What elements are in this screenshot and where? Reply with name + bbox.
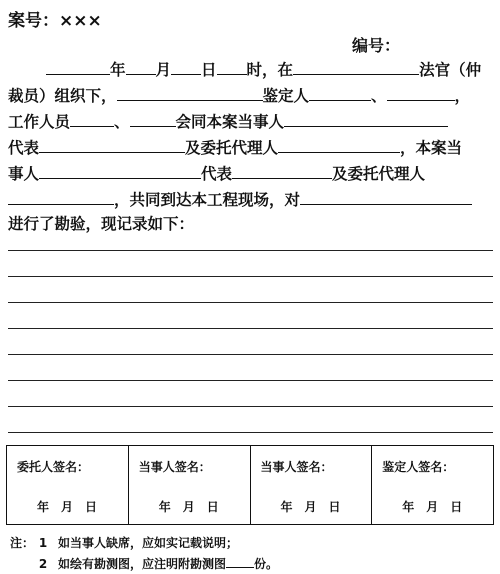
record-line[interactable]	[8, 354, 493, 355]
appraiser-blank-2[interactable]	[387, 84, 455, 101]
comma: ，	[454, 87, 471, 105]
judge-text: 法官（仲	[419, 61, 482, 79]
with-party-text: 会同本案当事人	[175, 113, 285, 131]
staff-blank-2[interactable]	[130, 110, 176, 127]
signature-label: 委托人签名：	[17, 460, 90, 474]
record-line[interactable]	[8, 302, 493, 303]
signature-cell-party-1[interactable]	[129, 446, 251, 524]
record-line[interactable]	[8, 328, 493, 329]
arbitrator-organize-text: 裁员）组织下，	[8, 87, 117, 105]
location-blank[interactable]	[293, 58, 419, 75]
signature-label: 当事人签名：	[260, 460, 333, 474]
year-text: 年	[110, 61, 126, 79]
appraiser-text: 鉴定人	[262, 87, 310, 105]
agent-blank[interactable]	[278, 136, 400, 153]
case-number-label: 案号：×××	[8, 11, 102, 31]
time-location-text: 时，在	[246, 61, 294, 79]
body-line-2	[8, 84, 470, 106]
month-blank[interactable]	[126, 58, 156, 75]
agent-text: 及委托代理人	[185, 139, 279, 157]
agent-blank-2[interactable]	[8, 188, 114, 205]
hour-blank[interactable]	[217, 58, 247, 75]
signature-cell-client[interactable]	[7, 446, 129, 524]
arrive-site-text: ，共同到达本工程现场，对	[114, 191, 301, 209]
day-blank[interactable]	[171, 58, 201, 75]
representative-blank-2[interactable]	[232, 162, 332, 179]
document-number-label: 编号：	[352, 36, 401, 55]
body-line-1	[8, 58, 481, 80]
body-line-3	[8, 110, 448, 132]
month-text: 月	[155, 61, 172, 79]
party-blank-2[interactable]	[39, 162, 201, 179]
staff-blank-1[interactable]	[70, 110, 114, 127]
signature-date: 年 月 日	[402, 500, 463, 514]
body-line-5	[8, 162, 425, 184]
inspection-object-blank[interactable]	[300, 188, 472, 205]
record-intro-text: 进行了勘验，现记录如下：	[8, 215, 195, 233]
agent-text-2: 及委托代理人	[332, 165, 426, 183]
record-line[interactable]	[8, 276, 493, 277]
signature-date: 年 月 日	[158, 500, 219, 514]
record-line[interactable]	[8, 432, 493, 433]
this-case-text: ，本案当	[400, 139, 463, 157]
representative-text: 代表	[8, 139, 40, 157]
separator: 、	[371, 87, 387, 105]
appraiser-blank-1[interactable]	[309, 84, 371, 101]
signature-cell-appraiser[interactable]	[372, 446, 493, 524]
note-1: 注： 1 如当事人缺席，应如实记载说明；	[10, 536, 239, 550]
record-line[interactable]	[8, 250, 493, 251]
signature-date: 年 月 日	[280, 500, 341, 514]
judge-name-blank[interactable]	[117, 84, 263, 101]
signature-table	[6, 445, 494, 525]
staff-text: 工作人员	[8, 113, 71, 131]
signature-label: 鉴定人签名：	[382, 460, 455, 474]
map-count-blank[interactable]	[226, 555, 254, 568]
year-blank[interactable]	[46, 58, 110, 75]
record-line[interactable]	[8, 380, 493, 381]
note-2: 2 如绘有勘测图，应注明附勘测图 份。	[38, 557, 279, 571]
record-line[interactable]	[8, 406, 493, 407]
note-prefix: 注：	[10, 536, 35, 550]
signature-label: 当事人签名：	[138, 460, 211, 474]
signature-cell-party-2[interactable]	[251, 446, 373, 524]
day-text: 日	[201, 61, 217, 79]
separator: 、	[114, 113, 130, 131]
body-line-6	[8, 188, 472, 210]
representative-text-2: 代表	[201, 165, 233, 183]
body-line-7	[8, 214, 194, 234]
party-blank[interactable]	[284, 110, 448, 127]
representative-blank[interactable]	[39, 136, 185, 153]
signature-date: 年 月 日	[36, 500, 97, 514]
body-line-4	[8, 136, 462, 158]
party-text: 事人	[8, 165, 40, 183]
